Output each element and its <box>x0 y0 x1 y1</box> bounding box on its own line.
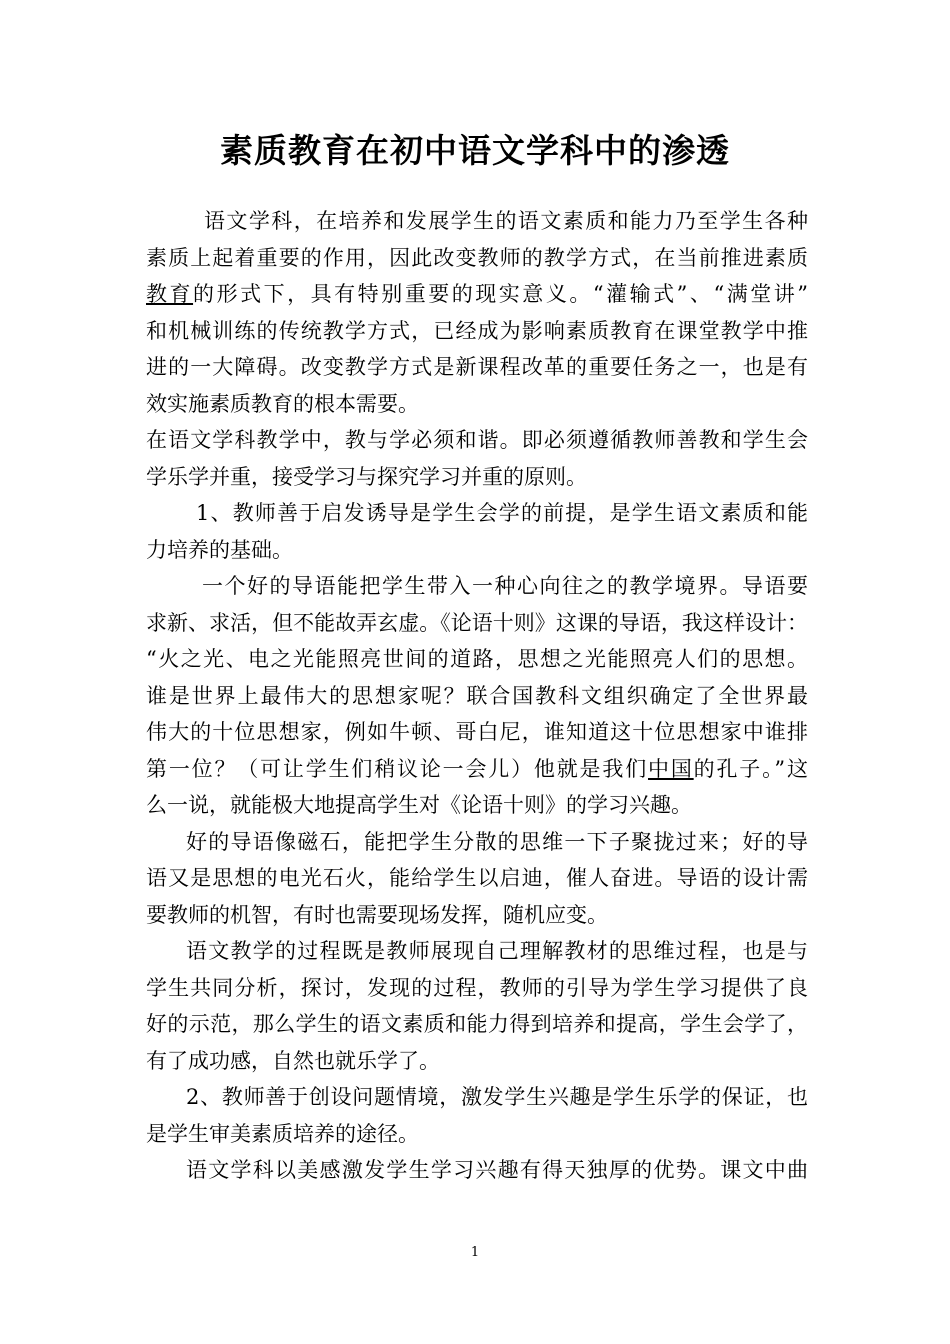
paragraph-line <box>146 751 808 788</box>
paragraph-line: 学生共同分析，探讨，发现的过程，教师的引导为学生学习提供了良 <box>146 975 808 1000</box>
paragraph-line: 伟大的十位思想家，例如牛顿、哥白尼，谁知道这十位思想家中谁排 <box>146 720 808 744</box>
paragraph-line: 素质上起着重要的作用，因此改变教师的教学方式，在当前推进素质 <box>146 245 808 270</box>
education-link[interactable]: 教育 <box>146 282 194 306</box>
paragraph-line: 是学生审美素质培养的途径。 <box>146 1121 419 1146</box>
paragraph-line: 要教师的机智，有时也需要现场发挥，随机应变。 <box>146 902 608 927</box>
paragraph-line: 语文学科以美感激发学生学习兴趣有得天独厚的优势。课文中曲 <box>186 1158 808 1182</box>
paragraph-line: 谁是世界上最伟大的思想家呢？联合国教科文组织确定了全世界最 <box>146 683 808 708</box>
paragraph-line: “火之光、电之光能照亮世间的道路，思想之光能照亮人们的思想。 <box>146 647 808 671</box>
paragraph-line: 2、教师善于创设问题情境，激发学生兴趣是学生乐学的保证，也 <box>186 1085 808 1109</box>
inline-text: 第一位？（可让学生们稍议论一会儿）他就是我们 <box>146 756 649 781</box>
paragraph-line: 学乐学并重，接受学习与探究学习并重的原则。 <box>146 464 587 489</box>
paragraph-line: 力培养的基础。 <box>146 537 293 562</box>
paragraph-line: 语文学科，在培养和发展学生的语文素质和能力乃至学生各种 <box>204 209 808 233</box>
inline-text: 的形式下，具有特别重要的现实意义。“灌输式”、“满堂讲” <box>193 282 808 306</box>
paragraph-line: 在语文学科教学中，教与学必须和谐。即必须遵循教师善教和学生会 <box>146 428 808 452</box>
paragraph-line <box>146 276 808 313</box>
paragraph-line: 好的导语像磁石，能把学生分散的思维一下子聚拢过来；好的导 <box>186 829 808 854</box>
paragraph-line: 么一说，就能极大地提高学生对《论语十则》的学习兴趣。 <box>146 793 692 817</box>
paragraph-line: 效实施素质教育的根本需要。 <box>146 391 419 416</box>
page-number: 1 <box>470 1245 480 1260</box>
paragraph-line: 好的示范，那么学生的语文素质和能力得到培养和提高，学生会学了， <box>146 1012 808 1036</box>
document-body <box>146 203 808 1189</box>
paragraph-line: 一个好的导语能把学生带入一种心向往之的教学境界。导语要 <box>202 574 808 598</box>
paragraph-line: 进的一大障碍。改变教学方式是新课程改革的重要任务之一，也是有 <box>146 355 808 379</box>
inline-text: 的孔子。”这 <box>693 756 808 781</box>
paragraph-line: 和机械训练的传统教学方式，已经成为影响素质教育在课堂教学中推 <box>146 318 808 343</box>
paragraph-line: 语又是思想的电光石火，能给学生以启迪，催人奋进。导语的设计需 <box>146 866 808 890</box>
document-title: 素质教育在初中语文学科中的渗透 <box>220 131 730 170</box>
paragraph-line: 1、教师善于启发诱导是学生会学的前提，是学生语文素质和能 <box>196 501 808 525</box>
paragraph-line: 语文教学的过程既是教师展现自己理解教材的思维过程，也是与 <box>186 939 808 963</box>
paragraph-line: 有了成功感，自然也就乐学了。 <box>146 1048 440 1073</box>
china-link[interactable]: 中国 <box>648 756 694 781</box>
paragraph-line: 求新、求活，但不能故弄玄虚。《论语十则》这课的导语，我这样设计： <box>146 610 808 635</box>
